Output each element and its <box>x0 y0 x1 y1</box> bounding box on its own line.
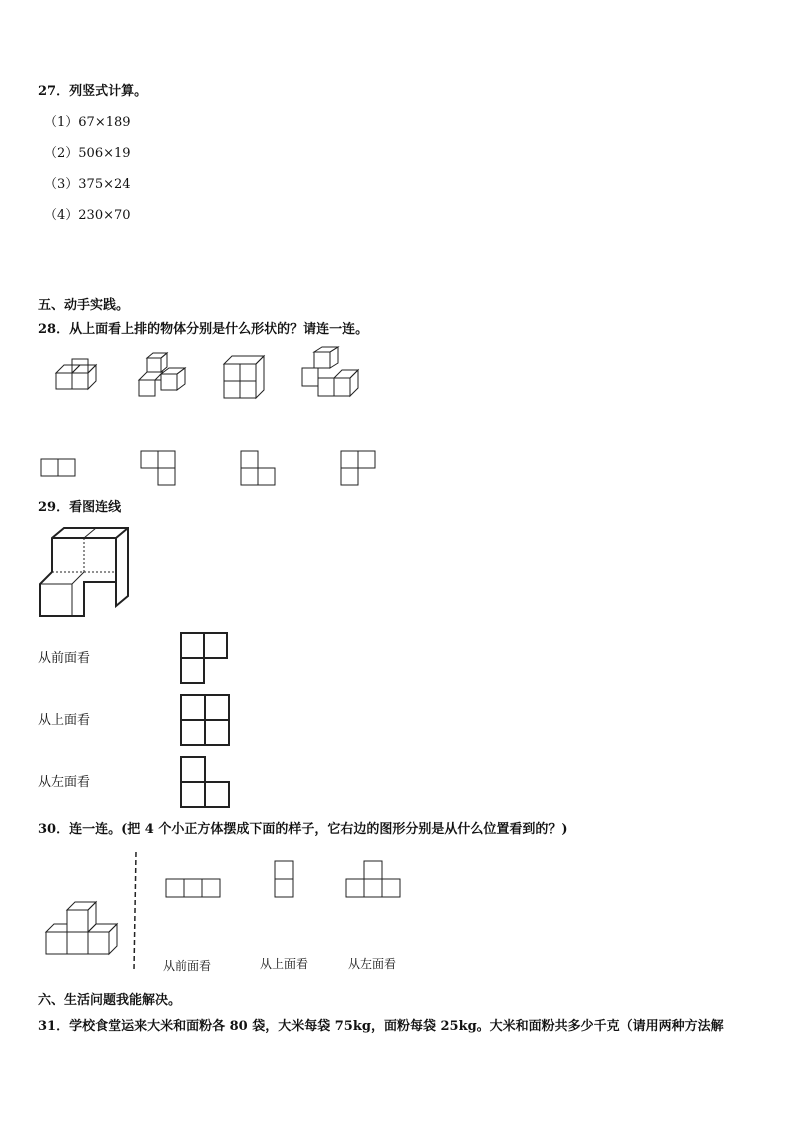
q30-caption-left: 从左面看 <box>348 957 397 971</box>
q28-view-shape-3 <box>240 450 280 490</box>
q29-title: 29．看图连线 <box>38 500 122 515</box>
section6-heading: 六、生活问题我能解决。 <box>38 993 182 1008</box>
q29-view-shape-1 <box>180 632 230 686</box>
q31-title: 31．学校食堂运来大米和面粉各 80 袋，大米每袋 75kg，面粉每袋 25kg。大米和面粉共多少千克（请用两种方法解 <box>38 1019 724 1034</box>
q28-view-shape-1 <box>40 458 80 480</box>
q27-item-3: （3）375×24 <box>44 177 131 192</box>
q28-cube-figure-3 <box>218 352 278 402</box>
q27-item-4: （4）230×70 <box>44 208 131 223</box>
q28-cube-figure-4 <box>298 346 360 402</box>
q28-cube-figure-2 <box>135 352 195 407</box>
q30-caption-front: 从前面看 <box>163 959 212 973</box>
q27-title: 27．列竖式计算。 <box>38 84 148 99</box>
q30-cube-figure <box>44 896 126 960</box>
q29-label-front: 从前面看 <box>38 651 91 666</box>
q27-item-1: （1）67×189 <box>44 115 131 130</box>
q28-view-shape-2 <box>140 450 180 490</box>
q30-view-shape-1 <box>165 878 223 900</box>
q28-view-shape-4 <box>340 450 380 490</box>
q29-view-shape-3 <box>180 756 232 810</box>
q29-view-shape-2 <box>180 694 232 748</box>
q30-title: 30．连一连。(把 4 个小正方体摆成下面的样子，它右边的图形分别是从什么位置看到的？) <box>38 822 568 837</box>
q30-view-shape-3 <box>345 860 405 902</box>
q28-cube-figure-1 <box>50 355 110 405</box>
q29-block-figure <box>38 526 132 622</box>
q30-view-shape-2 <box>274 860 296 902</box>
q28-title: 28．从上面看上排的物体分别是什么形状的？请连一连。 <box>38 322 369 337</box>
q30-dashed-divider <box>130 850 140 972</box>
q29-label-top: 从上面看 <box>38 713 91 728</box>
section5-heading: 五、动手实践。 <box>38 298 130 313</box>
q30-caption-top: 从上面看 <box>260 957 309 971</box>
q29-label-left: 从左面看 <box>38 775 91 790</box>
q27-item-2: （2）506×19 <box>44 146 131 161</box>
